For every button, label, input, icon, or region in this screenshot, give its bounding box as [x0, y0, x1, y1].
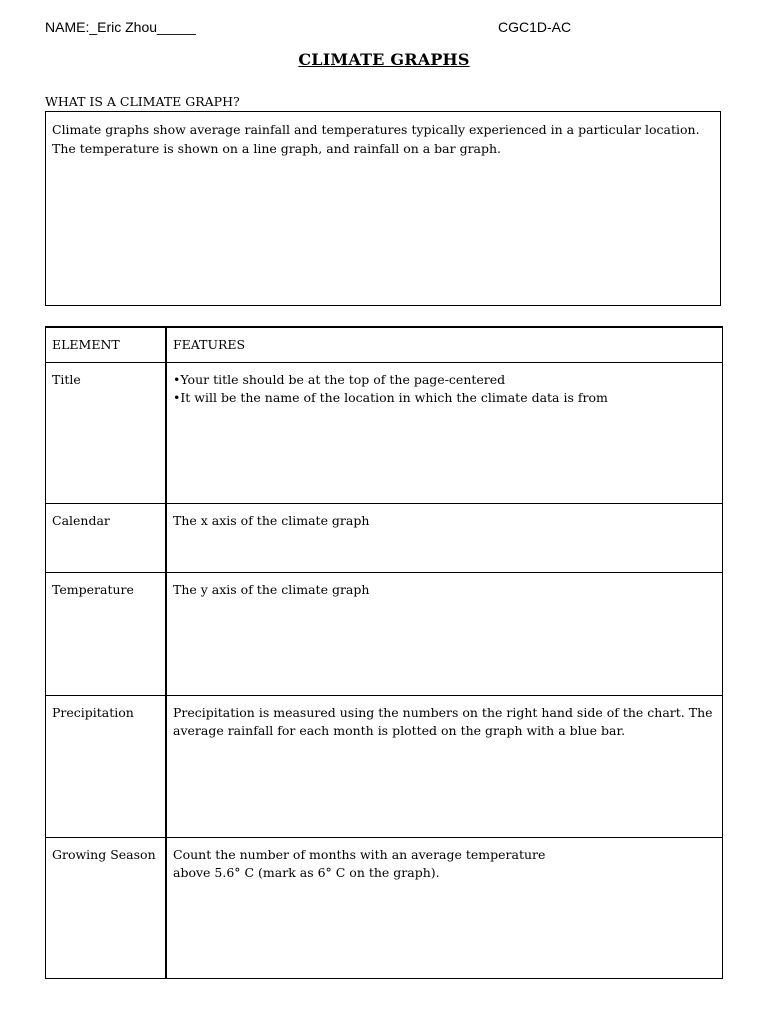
header-features: FEATURES — [166, 327, 723, 363]
feature-line: above 5.6° C (mark as 6° C on the graph). — [173, 865, 440, 880]
element-cell: Precipitation — [46, 696, 167, 838]
feature-line: The y axis of the climate graph — [173, 582, 370, 597]
feature-line: Count the number of months with an average temperature — [173, 847, 546, 862]
feature-line: •Your title should be at the top of the page-centered — [173, 372, 506, 387]
header-element: ELEMENT — [46, 327, 167, 363]
answer-box — [45, 111, 721, 306]
features-cell — [166, 573, 723, 696]
feature-line: The x axis of the climate graph — [173, 513, 370, 528]
course-code: CGC1D-AC — [498, 19, 572, 35]
element-cell: Title — [46, 363, 167, 504]
features-cell — [166, 838, 723, 979]
feature-line: •It will be the name of the location in which the climate data is from — [173, 390, 608, 405]
table-row — [46, 838, 723, 979]
student-name-line: NAME:_Eric Zhou_____ — [45, 19, 196, 35]
table-header-row — [46, 327, 723, 363]
elements-table — [45, 326, 723, 979]
answer-line: The temperature is shown on a line graph, and rainfall on a bar graph. — [52, 141, 502, 156]
element-cell: Temperature — [46, 573, 167, 696]
page-title: CLIMATE GRAPHS — [298, 50, 470, 69]
table-row — [46, 504, 723, 573]
answer-line: Climate graphs show average rainfall and temperatures typically experienced in a particular location. — [52, 122, 700, 137]
question-heading: WHAT IS A CLIMATE GRAPH? — [45, 94, 240, 109]
features-cell — [166, 696, 723, 838]
feature-line: Precipitation is measured using the numbers on the right hand side of the chart. The average rainfall for each month is plotted on the graph with a blue bar. — [173, 705, 713, 738]
features-cell — [166, 504, 723, 573]
element-cell: Calendar — [46, 504, 167, 573]
table-row — [46, 573, 723, 696]
table-row — [46, 696, 723, 838]
features-cell — [166, 363, 723, 504]
element-cell: Growing Season — [46, 838, 167, 979]
table-row — [46, 363, 723, 504]
